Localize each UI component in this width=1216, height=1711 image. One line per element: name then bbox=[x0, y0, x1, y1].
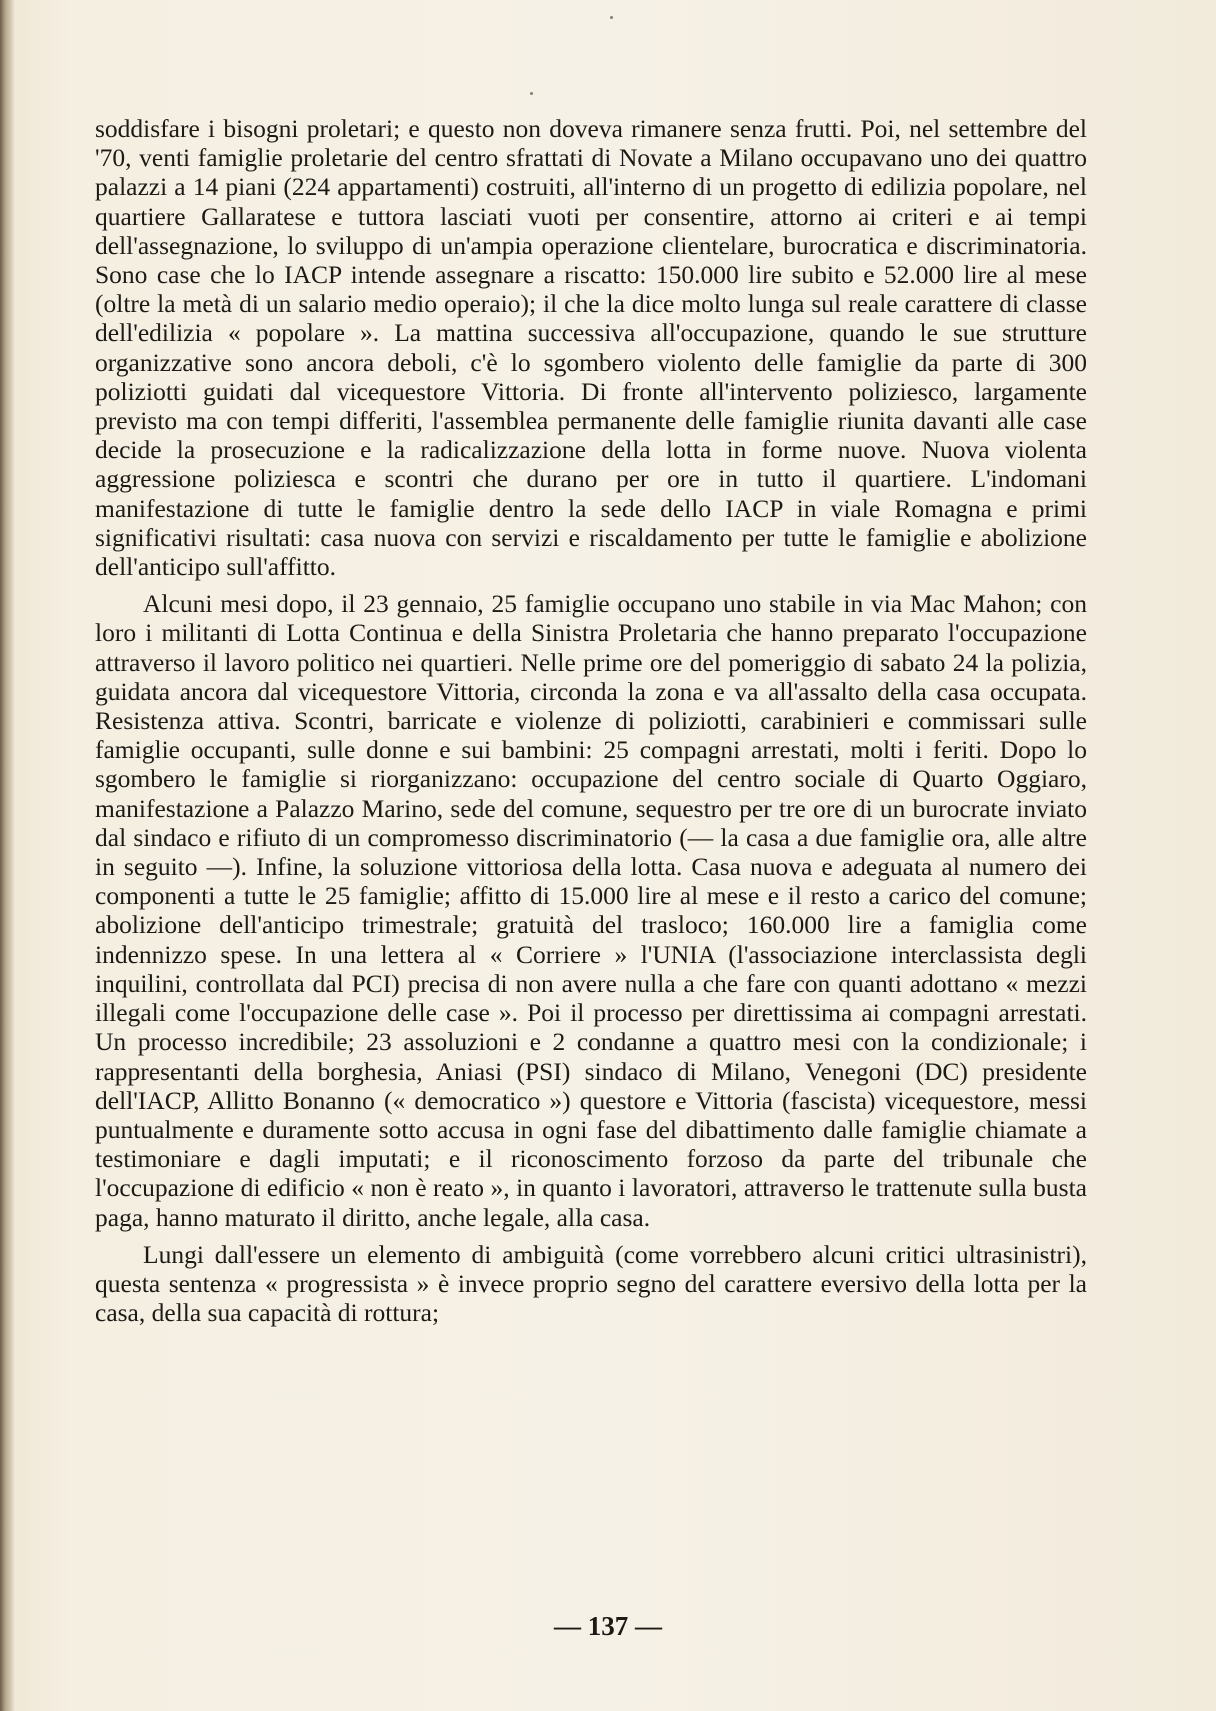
body-text bbox=[95, 114, 1087, 1327]
page-binding-edge bbox=[0, 0, 14, 1711]
scan-speck bbox=[610, 16, 613, 19]
page-number: — 137 — bbox=[554, 1611, 662, 1641]
paragraph-1: soddisfare i bisogni proletari; e questo non doveva rimanere senza frutti. Poi, nel settembre del '70, venti famiglie proletarie del centro sfrattati di Novate a Milano occupavano uno dei quattro palazzi a 14 piani (224 appartamenti) costruiti, all'interno di un progetto di edilizia popolare, nel quartiere Gallaratese e tuttora lasciati vuoti per consentire, attorno ai criteri e ai tempi dell'assegnazione, lo sviluppo di un'ampia operazione clientelare, burocratica e discriminatoria. Sono case che lo IACP intende assegnare a riscatto: 150.000 lire subito e 52.000 lire al mese (oltre la metà di un salario medio operaio); il che la dice molto lunga sul reale carattere di classe dell'edilizia « popolare ». La mattina successiva all'occupazione, quando le sue strutture organizzative sono ancora deboli, c'è lo sgombero violento delle famiglie da parte di 300 poliziotti guidati dal vicequestore Vittoria. Di fronte all'intervento poliziesco, largamente previsto ma con tempi differiti, l'assemblea permanente delle famiglie riunita davanti alle case decide la prosecuzione e la radicalizzazione della lotta in forme nuove. Nuova violenta aggressione poliziesca e scontri che durano per ore in tutto il quartiere. L'indomani manifestazione di tutte le famiglie dentro la sede dello IACP in viale Romagna e primi significativi risultati: casa nuova con servizi e riscaldamento per tutte le famiglie e abolizione dell'anticipo sull'affitto. bbox=[95, 114, 1087, 582]
scan-speck bbox=[530, 92, 533, 95]
paragraph-2: Alcuni mesi dopo, il 23 gennaio, 25 famiglie occupano uno stabile in via Mac Mahon; con loro i militanti di Lotta Continua e della Sinistra Proletaria che hanno preparato l'occupazione attraverso il lavoro politico nei quartieri. Nelle prime ore del pomeriggio di sabato 24 la polizia, guidata ancora dal vicequestore Vittoria, circonda la zona e va all'assalto della casa occupata. Resistenza attiva. Scontri, barricate e violenze di poliziotti, carabinieri e commissari sulle famiglie occupanti, sulle donne e sui bambini: 25 compagni arrestati, molti i feriti. Dopo lo sgombero le famiglie si riorganizzano: occupazione del centro sociale di Quarto Oggiaro, manifestazione a Palazzo Marino, sede del comune, sequestro per tre ore di un burocrate inviato dal sindaco e rifiuto di un compromesso discriminatorio (— la casa a due famiglie ora, alle altre in seguito —). Infine, la soluzione vittoriosa della lotta. Casa nuova e adeguata al numero dei componenti a tutte le 25 famiglie; affitto di 15.000 lire al mese e il resto a carico del comune; abolizione dell'anticipo trimestrale; gratuità del trasloco; 160.000 lire a famiglia come indennizzo spese. In una lettera al « Corriere » l'UNIA (l'associazione interclassista degli inquilini, controllata dal PCI) precisa di non avere nulla a che fare con quanti adottano « mezzi illegali come l'occupazione delle case ». Poi il processo per direttissima ai compagni arrestati. Un processo incredibile; 23 assoluzioni e 2 condanne a quattro mesi con la condizionale; i rappresentanti della borghesia, Aniasi (PSI) sindaco di Milano, Venegoni (DC) presidente dell'IACP, Allitto Bonanno (« democratico ») questore e Vittoria (fascista) vicequestore, messi puntualmente e duramente sotto accusa in ogni fase del dibattimento dalle famiglie chiamate a testimoniare e dagli imputati; e il riconoscimento forzoso da parte del tribunale che l'occupazione di edificio « non è reato », in quanto i lavoratori, attraverso le trattenute sulla busta paga, hanno maturato il diritto, anche legale, alla casa. bbox=[95, 589, 1087, 1232]
paragraph-3: Lungi dall'essere un elemento di ambiguità (come vorrebbero alcuni critici ultrasinistri), questa sentenza « progressista » è invece proprio segno del carattere eversivo della lotta per la casa, della sua capacità di rottura; bbox=[95, 1239, 1087, 1328]
